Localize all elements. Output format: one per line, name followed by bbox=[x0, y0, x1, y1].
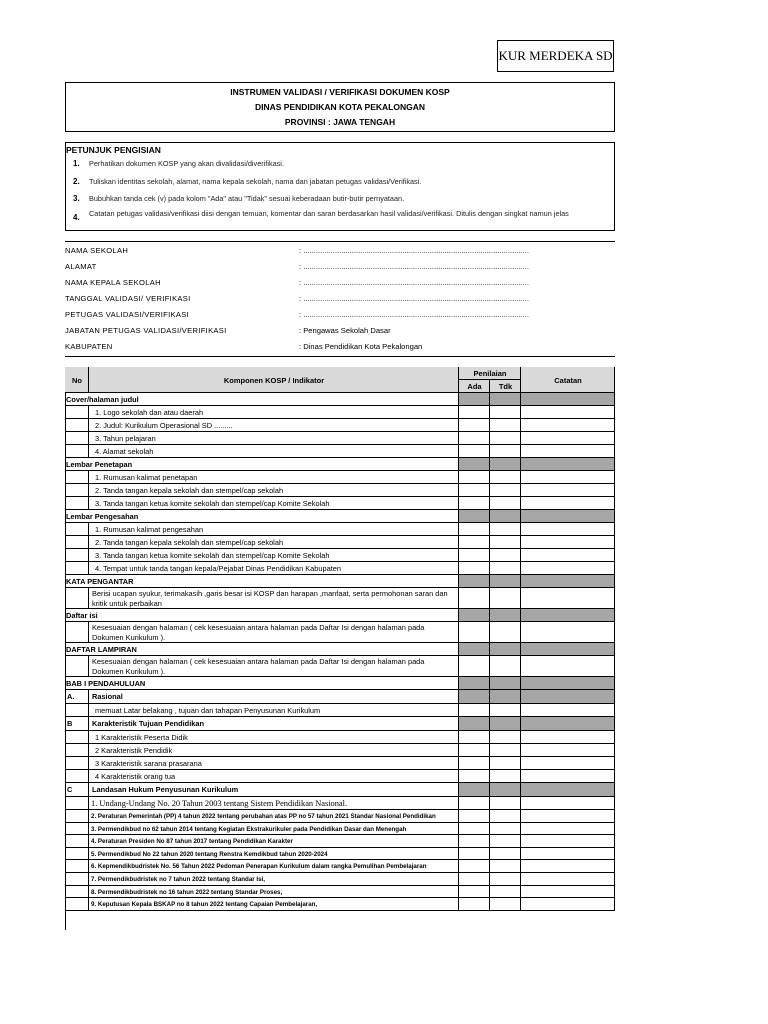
row-no-cell bbox=[65, 823, 89, 836]
tdk-checkbox-cell[interactable] bbox=[490, 471, 521, 484]
catatan-cell[interactable] bbox=[521, 536, 615, 549]
row-no-cell bbox=[65, 810, 89, 823]
row-number: B bbox=[67, 719, 73, 728]
ada-checkbox-cell bbox=[459, 458, 490, 471]
indicator-text: 2. Tanda tangan kepala sekolah dan stempel/cap sekolah bbox=[95, 538, 284, 547]
curriculum-badge: KUR MERDEKA SD bbox=[497, 40, 614, 72]
ada-checkbox-cell[interactable] bbox=[459, 835, 490, 848]
tdk-checkbox-cell bbox=[490, 643, 521, 656]
identity-label: KABUPATEN bbox=[65, 342, 113, 351]
indicator-text: 4. Peraturan Presiden No 87 tahun 2017 tentang Pendidikan Karakter bbox=[91, 838, 293, 846]
indicator-text: Berisi ucapan syukur, terimakasih ,garis besar isi KOSP dan harapan ,manfaat, serta permohonan saran dan kritik untuk perbaikan bbox=[92, 589, 448, 608]
ada-checkbox-cell bbox=[459, 717, 490, 731]
tdk-checkbox-cell[interactable] bbox=[490, 770, 521, 783]
tdk-checkbox-cell[interactable] bbox=[490, 588, 521, 609]
catatan-cell[interactable] bbox=[521, 744, 615, 757]
identity-label: NAMA SEKOLAH bbox=[65, 246, 129, 255]
section-title: BAB I PENDAHULUAN bbox=[66, 679, 146, 688]
instruction-number: 4. bbox=[73, 213, 80, 222]
instruction-number: 3. bbox=[73, 194, 80, 203]
catatan-cell[interactable] bbox=[521, 873, 615, 886]
row-no-cell bbox=[65, 835, 89, 848]
col-ada-header: Ada bbox=[467, 382, 482, 391]
row-no-cell bbox=[65, 770, 89, 783]
section-title: KATA PENGANTAR bbox=[66, 577, 134, 586]
instructions-title: PETUNJUK PENGISIAN bbox=[66, 145, 161, 155]
ada-checkbox-cell[interactable] bbox=[459, 656, 490, 677]
ada-checkbox-cell[interactable] bbox=[459, 757, 490, 770]
ada-checkbox-cell[interactable] bbox=[459, 588, 490, 609]
indicator-text: 3 Karakteristik sarana prasarana bbox=[95, 759, 202, 768]
ada-checkbox-cell[interactable] bbox=[459, 432, 490, 445]
tdk-checkbox-cell bbox=[490, 783, 521, 797]
catatan-cell[interactable] bbox=[521, 810, 615, 823]
indicator-text: 9. Keputusan Kepala BSKAP no 8 tahun 2022 tentang Capaian Pembelajaran, bbox=[91, 901, 318, 909]
catatan-cell[interactable] bbox=[521, 562, 615, 575]
section-title: Rasional bbox=[92, 692, 123, 701]
tdk-checkbox-cell bbox=[490, 393, 521, 406]
row-no-cell bbox=[65, 536, 89, 549]
tdk-checkbox-cell bbox=[490, 510, 521, 523]
indicator-text: 4. Tempat untuk tanda tangan kepala/Pejabat Dinas Pendidikan Kabupaten bbox=[95, 564, 341, 573]
indicator-text: 8. Permendikbudristek no 16 tahun 2022 tentang Standar Proses, bbox=[91, 888, 283, 896]
tdk-checkbox-cell[interactable] bbox=[490, 562, 521, 575]
tdk-checkbox-cell[interactable] bbox=[490, 835, 521, 848]
tdk-checkbox-cell bbox=[490, 717, 521, 731]
tdk-checkbox-cell[interactable] bbox=[490, 731, 521, 744]
header-title: INSTRUMEN VALIDASI / VERIFIKASI DOKUMEN KOSP bbox=[230, 87, 450, 97]
catatan-cell[interactable] bbox=[521, 886, 615, 899]
section-title: Landasan Hukum Penyusunan Kurikulum bbox=[92, 785, 239, 794]
indicator-text: 3. Tahun pelajaran bbox=[95, 434, 156, 443]
ada-checkbox-cell[interactable] bbox=[459, 898, 490, 911]
instruction-text: Bubuhkan tanda cek (v) pada kolom "Ada" atau "Tidak" sesuai keberadaan butir-butir pernyataan. bbox=[89, 194, 405, 203]
catatan-cell[interactable] bbox=[521, 419, 615, 432]
catatan-cell bbox=[521, 717, 615, 731]
ada-checkbox-cell[interactable] bbox=[459, 860, 490, 873]
tdk-checkbox-cell[interactable] bbox=[490, 810, 521, 823]
header-province: PROVINSI : JAWA TENGAH bbox=[284, 117, 396, 127]
assessment-table bbox=[65, 367, 615, 930]
catatan-cell bbox=[521, 677, 615, 690]
indicator-text: 2. Judul: Kurikulum Operasional SD ......... bbox=[95, 421, 233, 430]
tdk-checkbox-cell[interactable] bbox=[490, 419, 521, 432]
row-no-cell bbox=[65, 497, 89, 510]
tdk-checkbox-cell[interactable] bbox=[490, 886, 521, 899]
instruction-number: 1. bbox=[73, 159, 80, 168]
catatan-cell[interactable] bbox=[521, 656, 615, 677]
col-no-header: No bbox=[72, 376, 82, 385]
instruction-number: 2. bbox=[73, 177, 80, 186]
catatan-cell[interactable] bbox=[521, 797, 615, 810]
indicator-text: Kesesuaian dengan halaman ( cek kesesuaian antara halaman pada Daftar Isi dengan halaman pada Dokumen Kurikulum ). bbox=[92, 657, 425, 676]
row-no-cell bbox=[65, 744, 89, 757]
indicator-text: 7. Permendikbudristek no 7 tahun 2022 tentang Standar Isi, bbox=[91, 876, 265, 883]
indicator-text: 3. Tanda tangan ketua komite sekolah dan stempel/cap Komite Sekolah bbox=[95, 499, 330, 508]
indicator-text: 2 Karakteristik Pendidik bbox=[95, 746, 173, 755]
ada-checkbox-cell bbox=[459, 677, 490, 690]
tdk-checkbox-cell[interactable] bbox=[490, 484, 521, 497]
tdk-checkbox-cell[interactable] bbox=[490, 823, 521, 836]
indicator-text: 1. Rumusan kalimat pengesahan bbox=[95, 525, 204, 534]
indicator-text: 3. Tanda tangan ketua komite sekolah dan stempel/cap Komite Sekolah bbox=[95, 551, 330, 560]
tdk-checkbox-cell[interactable] bbox=[490, 549, 521, 562]
tdk-checkbox-cell[interactable] bbox=[490, 744, 521, 757]
instructions-box bbox=[65, 142, 615, 231]
row-no-cell bbox=[65, 471, 89, 484]
catatan-cell bbox=[521, 690, 615, 704]
tdk-checkbox-cell[interactable] bbox=[490, 860, 521, 873]
identity-value[interactable]: : ........................................................................................................... bbox=[299, 310, 529, 319]
ada-checkbox-cell[interactable] bbox=[459, 562, 490, 575]
instruction-text: Perhatikan dokumen KOSP yang akan divalidasi/diverifikasi. bbox=[89, 159, 284, 168]
instruction-text: Tuliskan identitas sekolah, alamat, nama kepala sekolah, nama dan jabatan petugas validasi/Verifikasi. bbox=[89, 177, 422, 186]
catatan-cell[interactable] bbox=[521, 523, 615, 536]
row-no-cell bbox=[65, 731, 89, 744]
row-no-cell bbox=[65, 562, 89, 575]
row-no-cell bbox=[65, 860, 89, 873]
tdk-checkbox-cell bbox=[490, 575, 521, 588]
ada-checkbox-cell[interactable] bbox=[459, 770, 490, 783]
col-penilaian-header: Penilaian bbox=[473, 369, 507, 378]
ada-checkbox-cell bbox=[459, 643, 490, 656]
catatan-cell[interactable] bbox=[521, 432, 615, 445]
col-tdk-header: Tdk bbox=[498, 382, 513, 391]
section-title: Karakteristik Tujuan Pendidikan bbox=[92, 719, 204, 728]
tdk-checkbox-cell[interactable] bbox=[490, 497, 521, 510]
ada-checkbox-cell[interactable] bbox=[459, 484, 490, 497]
catatan-cell bbox=[521, 575, 615, 588]
catatan-cell bbox=[521, 510, 615, 523]
ada-checkbox-cell bbox=[459, 690, 490, 704]
identity-label: PETUGAS VALIDASI/VERIFIKASI bbox=[65, 310, 190, 319]
indicator-text: 5. Permendikbud No 22 tahun 2020 tentang Renstra Kemdikbud tahun 2020-2024 bbox=[91, 850, 328, 858]
indicator-text: 1. Rumusan kalimat penetapan bbox=[95, 473, 198, 482]
ada-checkbox-cell[interactable] bbox=[459, 549, 490, 562]
tdk-checkbox-cell bbox=[490, 690, 521, 704]
ada-checkbox-cell bbox=[459, 393, 490, 406]
tdk-checkbox-cell[interactable] bbox=[490, 898, 521, 911]
row-no-cell bbox=[65, 848, 89, 861]
ada-checkbox-cell[interactable] bbox=[459, 873, 490, 886]
ada-checkbox-cell bbox=[459, 609, 490, 622]
ada-checkbox-cell[interactable] bbox=[459, 406, 490, 419]
tdk-checkbox-cell[interactable] bbox=[490, 432, 521, 445]
catatan-cell[interactable] bbox=[521, 835, 615, 848]
row-no-cell bbox=[65, 549, 89, 562]
tdk-checkbox-cell[interactable] bbox=[490, 848, 521, 861]
tdk-checkbox-cell[interactable] bbox=[490, 757, 521, 770]
row-no-cell bbox=[65, 656, 89, 677]
row-no-cell bbox=[65, 797, 89, 810]
identity-value[interactable]: : ........................................................................................................... bbox=[299, 294, 529, 303]
tdk-checkbox-cell[interactable] bbox=[490, 656, 521, 677]
row-no-cell bbox=[65, 419, 89, 432]
identity-label: JABATAN PETUGAS VALIDASI/VERIFIKASI bbox=[65, 326, 227, 335]
indicator-text: 1. Undang-Undang No. 20 Tahun 2003 tentang Sistem Pendidikan Nasional. bbox=[91, 799, 348, 808]
indicator-text: 2. Tanda tangan kepala sekolah dan stempel/cap sekolah bbox=[95, 486, 284, 495]
ada-checkbox-cell[interactable] bbox=[459, 704, 490, 717]
indicator-text: 1 Karakteristik Peserta Didik bbox=[95, 733, 188, 742]
indicator-text: 4 Karakteristik orang tua bbox=[95, 772, 176, 781]
ada-checkbox-cell[interactable] bbox=[459, 471, 490, 484]
section-title: Lembar Pengesahan bbox=[66, 512, 139, 521]
ada-checkbox-cell[interactable] bbox=[459, 445, 490, 458]
identity-value[interactable]: : ........................................................................................................... bbox=[299, 262, 529, 271]
catatan-cell[interactable] bbox=[521, 484, 615, 497]
section-title: Cover/halaman judul bbox=[66, 395, 139, 404]
catatan-cell[interactable] bbox=[521, 497, 615, 510]
catatan-cell[interactable] bbox=[521, 823, 615, 836]
catatan-cell[interactable] bbox=[521, 860, 615, 873]
catatan-cell[interactable] bbox=[521, 549, 615, 562]
ada-checkbox-cell[interactable] bbox=[459, 886, 490, 899]
indicator-text: memuat Latar belakang , tujuan dan tahapan Penyusunan Kurikulum bbox=[95, 706, 321, 715]
catatan-cell[interactable] bbox=[521, 445, 615, 458]
tdk-checkbox-cell bbox=[490, 458, 521, 471]
ada-checkbox-cell bbox=[459, 783, 490, 797]
catatan-cell bbox=[521, 458, 615, 471]
tdk-checkbox-cell[interactable] bbox=[490, 536, 521, 549]
row-number: A. bbox=[67, 692, 75, 701]
catatan-cell[interactable] bbox=[521, 704, 615, 717]
col-komponen-header: Komponen KOSP / Indikator bbox=[223, 376, 325, 385]
catatan-cell bbox=[521, 783, 615, 797]
identity-value[interactable]: : Dinas Pendidikan Kota Pekalongan bbox=[299, 342, 423, 351]
identity-value[interactable]: : Pengawas Sekolah Dasar bbox=[299, 326, 391, 335]
indicator-text: 4. Alamat sekolah bbox=[95, 447, 154, 456]
tdk-checkbox-cell[interactable] bbox=[490, 797, 521, 810]
row-no-cell bbox=[65, 622, 89, 643]
row-no-cell bbox=[65, 886, 89, 899]
document-header bbox=[65, 82, 615, 132]
col-catatan-header: Catatan bbox=[554, 376, 582, 385]
ada-checkbox-cell[interactable] bbox=[459, 848, 490, 861]
header-agency: DINAS PENDIDIKAN KOTA PEKALONGAN bbox=[254, 102, 425, 112]
tdk-checkbox-cell[interactable] bbox=[490, 445, 521, 458]
identity-value[interactable]: : ........................................................................................................... bbox=[299, 278, 529, 287]
ada-checkbox-cell[interactable] bbox=[459, 497, 490, 510]
catatan-cell[interactable] bbox=[521, 588, 615, 609]
row-no-cell bbox=[65, 523, 89, 536]
indicator-text: 3. Permendikbud no 62 tahun 2014 tentang Kegiatan Ekstrakurikuler pada Pendidikan Dasar dan Menengah bbox=[91, 825, 407, 833]
ada-checkbox-cell[interactable] bbox=[459, 419, 490, 432]
indicator-text: 6. Kepmendikbudristek No. 56 Tahun 2022 Pedoman Penerapan Kurikulum dalam rangka Pemulihan Pembelajaran bbox=[91, 863, 427, 871]
row-no-cell bbox=[65, 432, 89, 445]
catatan-cell[interactable] bbox=[521, 898, 615, 911]
catatan-cell[interactable] bbox=[521, 622, 615, 643]
tdk-checkbox-cell bbox=[490, 609, 521, 622]
identity-label: NAMA KEPALA SEKOLAH bbox=[65, 278, 161, 287]
ada-checkbox-cell[interactable] bbox=[459, 622, 490, 643]
row-number: C bbox=[67, 785, 73, 794]
identity-label: TANGGAL VALIDASI/ VERIFIKASI bbox=[65, 294, 191, 303]
section-title: Lembar Penetapan bbox=[66, 460, 133, 469]
indicator-text: Kesesuaian dengan halaman ( cek kesesuaian antara halaman pada Daftar Isi dengan halaman pada Dokumen Kurikulum ). bbox=[92, 623, 425, 642]
row-no-cell bbox=[65, 406, 89, 419]
section-title: DAFTAR LAMPIRAN bbox=[66, 645, 137, 654]
row-no-cell bbox=[65, 873, 89, 886]
catatan-cell[interactable] bbox=[521, 757, 615, 770]
row-no-cell bbox=[65, 484, 89, 497]
ada-checkbox-cell[interactable] bbox=[459, 744, 490, 757]
ada-checkbox-cell[interactable] bbox=[459, 536, 490, 549]
identity-value[interactable]: : ........................................................................................................... bbox=[299, 246, 529, 255]
tdk-checkbox-cell bbox=[490, 677, 521, 690]
ada-checkbox-cell bbox=[459, 510, 490, 523]
row-no-cell bbox=[65, 757, 89, 770]
catatan-cell[interactable] bbox=[521, 471, 615, 484]
indicator-text: 1. Logo sekolah dan atau daerah bbox=[95, 408, 204, 417]
tdk-checkbox-cell[interactable] bbox=[490, 523, 521, 536]
row-no-cell bbox=[65, 704, 89, 717]
instruction-text: Catatan petugas validasi/verifikasi diisi dengan temuan, komentar dan saran berdasarkan hasil validasi/verifikasi. Ditulis dengan singkat namun jelas bbox=[89, 209, 569, 218]
section-title: Daftar isi bbox=[66, 611, 98, 620]
tdk-checkbox-cell[interactable] bbox=[490, 406, 521, 419]
ada-checkbox-cell[interactable] bbox=[459, 810, 490, 823]
catatan-cell[interactable] bbox=[521, 848, 615, 861]
ada-checkbox-cell[interactable] bbox=[459, 823, 490, 836]
row-no-cell bbox=[65, 588, 89, 609]
row-no-cell bbox=[65, 445, 89, 458]
tdk-checkbox-cell[interactable] bbox=[490, 873, 521, 886]
catatan-cell bbox=[521, 609, 615, 622]
catatan-cell bbox=[521, 643, 615, 656]
indicator-text: 2. Peraturan Pemerintah (PP) 4 tahun 2022 tentang perubahan atas PP no 57 tahun 2021 Standar Nasional Pendidikan bbox=[91, 813, 436, 820]
identity-label: ALAMAT bbox=[65, 262, 97, 271]
ada-checkbox-cell[interactable] bbox=[459, 797, 490, 810]
catatan-cell[interactable] bbox=[521, 406, 615, 419]
catatan-cell bbox=[521, 393, 615, 406]
catatan-cell[interactable] bbox=[521, 770, 615, 783]
tdk-checkbox-cell[interactable] bbox=[490, 704, 521, 717]
row-no-cell bbox=[65, 898, 89, 911]
ada-checkbox-cell[interactable] bbox=[459, 523, 490, 536]
catatan-cell[interactable] bbox=[521, 731, 615, 744]
tdk-checkbox-cell[interactable] bbox=[490, 622, 521, 643]
school-identity bbox=[65, 241, 615, 357]
ada-checkbox-cell bbox=[459, 575, 490, 588]
ada-checkbox-cell[interactable] bbox=[459, 731, 490, 744]
